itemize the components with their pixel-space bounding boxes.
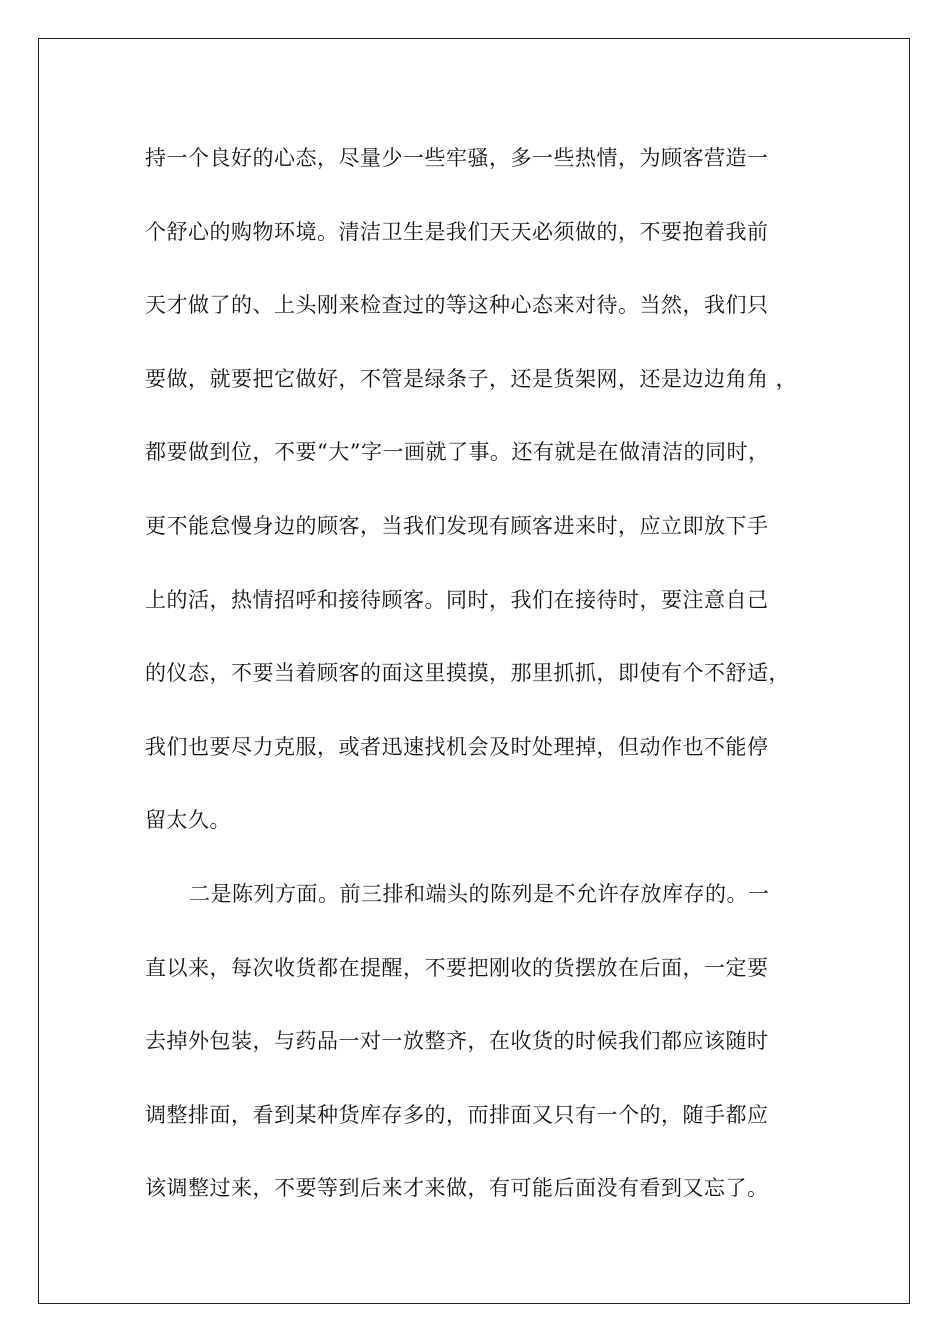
text-line: 去掉外包装，与药品一对一放整齐，在收货的时候我们都应该随时 xyxy=(145,1029,769,1054)
text-line: 我们也要尽力克服，或者迅速找机会及时处理掉，但动作也不能停 xyxy=(145,734,769,759)
text-line: 天才做了的、上头刚来检查过的等这种心态来对待。当然，我们只 xyxy=(145,293,769,318)
text-line: 持一个良好的心态，尽量少一些牢骚，多一些热情，为顾客营造一 xyxy=(145,146,769,170)
text-line: 个舒心的购物环境。清洁卫生是我们天天必须做的，不要抱着我前 xyxy=(145,219,769,244)
text-line: 上的活，热情招呼和接待顾客。同时，我们在接待时，要注意自己 xyxy=(145,587,769,612)
text-line: 该调整过来，不要等到后来才来做，有可能后面没有看到又忘了。 xyxy=(145,1176,769,1201)
paragraph-start-line: 二是陈列方面。前三排和端头的陈列是不允许存放库存的。一 xyxy=(189,881,770,906)
text-line: 要做，就要把它做好，不管是绿条子，还是货架网，还是边边角角 ， xyxy=(145,366,798,391)
text-line: 调整排面，看到某种货库存多的，而排面又只有一个的，随手都应 xyxy=(145,1102,769,1127)
text-line: 都要做到位，不要“大”字一画就了事。还有就是在做清洁的同时， xyxy=(145,440,770,465)
document-body xyxy=(145,128,825,1232)
text-line: 留太久。 xyxy=(145,808,231,833)
text-line: 直以来，每次收货都在提醒，不要把刚收的货摆放在后面，一定要 xyxy=(145,955,769,980)
text-line: 更不能怠慢身边的顾客，当我们发现有顾客进来时，应立即放下手 xyxy=(145,513,769,538)
text-line: 的仪态，不要当着顾客的面这里摸摸，那里抓抓，即使有个不舒适， xyxy=(145,661,790,686)
